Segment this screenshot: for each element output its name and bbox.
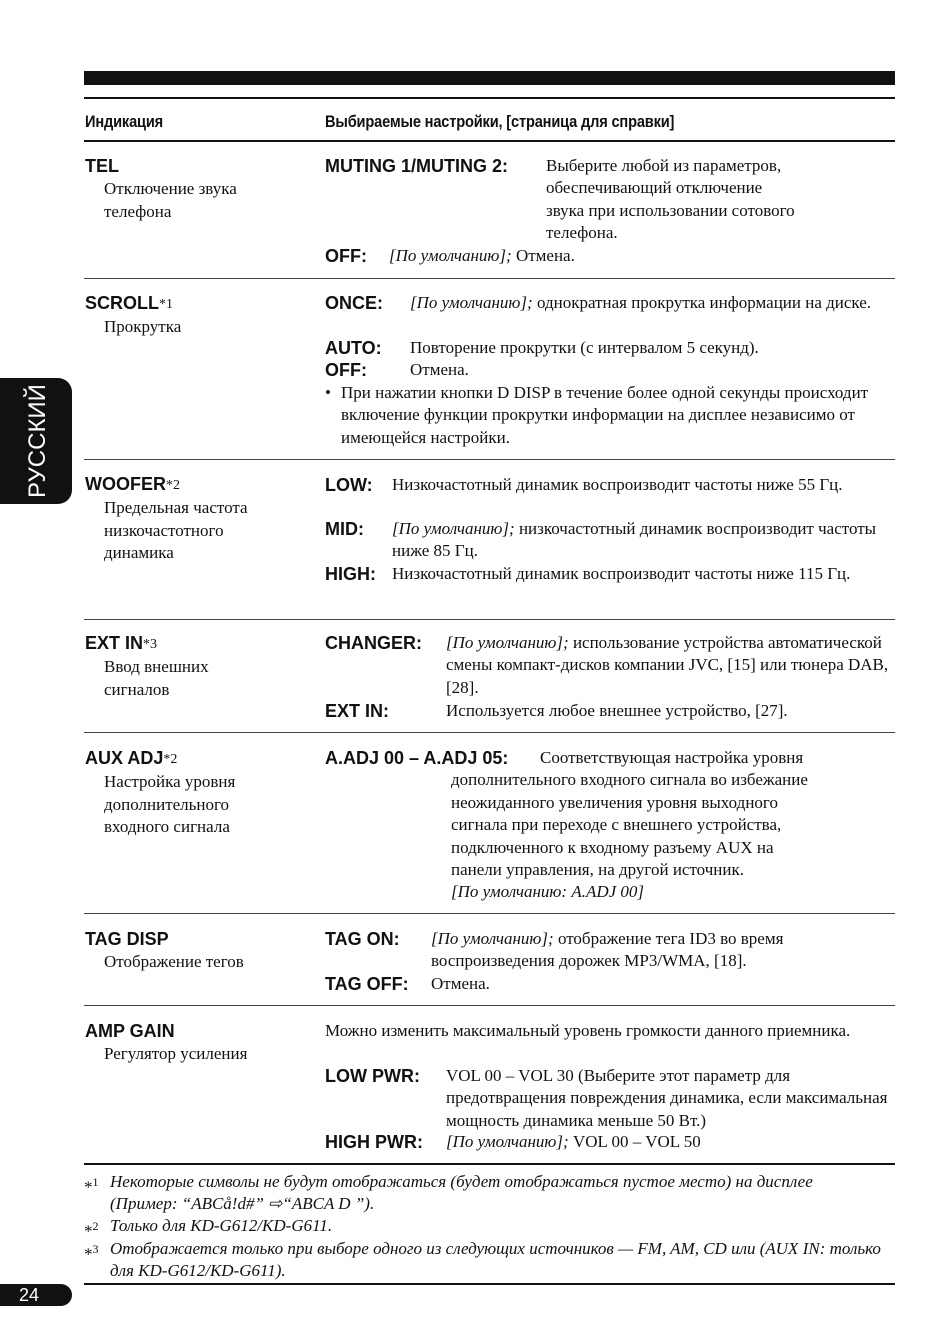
option-desc-line: дополнительного входного сигнала во избежание bbox=[451, 770, 808, 790]
option-desc-line: неожиданного увеличения уровня выходного bbox=[451, 792, 778, 812]
footnote-1 bbox=[84, 1171, 884, 1216]
setting-desc-line: низкочастотного bbox=[104, 520, 224, 540]
page-number-tab bbox=[0, 1284, 72, 1306]
row-divider bbox=[84, 619, 895, 620]
default-label: [По умолчанию]; bbox=[446, 633, 569, 652]
option-key: CHANGER: bbox=[325, 633, 422, 653]
row-woofer-label bbox=[85, 473, 315, 565]
row-divider bbox=[84, 913, 895, 914]
option-desc: отображение тега ID3 во время воспроизведения дорожек MP3/WMA, [18]. bbox=[431, 929, 784, 971]
bullet-icon: • bbox=[325, 383, 331, 402]
footnote-ref: *2 bbox=[163, 752, 178, 767]
option-desc-line: Выберите любой из параметров, bbox=[546, 156, 782, 175]
setting-desc-line: Настройка уровня bbox=[104, 772, 236, 792]
row-divider bbox=[84, 459, 895, 460]
ampgain-intro: Можно изменить максимальный уровень громкости данного приемника. bbox=[325, 1021, 851, 1040]
option-ext-in bbox=[325, 700, 890, 722]
scroll-note bbox=[325, 382, 885, 449]
footnote-3 bbox=[84, 1238, 884, 1283]
row-tel-label bbox=[85, 155, 315, 223]
setting-name: AMP GAIN bbox=[85, 1021, 175, 1041]
option-tag-on bbox=[325, 928, 890, 973]
option-desc: VOL 00 – VOL 50 bbox=[568, 1132, 701, 1151]
option-high-pwr bbox=[325, 1131, 890, 1153]
option-desc: однократная прокрутка информации на диске. bbox=[532, 293, 872, 312]
setting-desc-line: Регулятор усиления bbox=[104, 1044, 248, 1064]
row-ampgain-label bbox=[85, 1020, 315, 1066]
setting-name: SCROLL bbox=[85, 293, 159, 313]
option-desc-line: телефона. bbox=[546, 223, 618, 243]
option-desc: Отмена. bbox=[410, 360, 469, 379]
language-side-tab bbox=[0, 378, 72, 504]
footnote-ref: *2 bbox=[166, 478, 180, 493]
option-off bbox=[325, 245, 890, 267]
option-desc: Низкочастотный динамик воспроизводит частоты ниже 55 Гц. bbox=[392, 475, 843, 494]
note-text: При нажатии кнопки D DISP в течение более одной секунды происходит включение функции прокрутки информации на дисплее независимо от имеющейся настройки. bbox=[341, 383, 869, 447]
row-divider bbox=[84, 278, 895, 279]
row-scroll-label bbox=[85, 292, 315, 339]
top-black-bar bbox=[84, 71, 895, 85]
option-desc-line: звука при использовании сотового bbox=[546, 200, 795, 220]
setting-desc-line: входного сигнала bbox=[104, 817, 230, 837]
setting-name: WOOFER bbox=[85, 474, 166, 494]
option-key: EXT IN: bbox=[325, 701, 390, 721]
footnote-ref: *1 bbox=[159, 297, 173, 312]
option-off bbox=[325, 359, 890, 381]
footnote-mark: *$^3$ bbox=[84, 1242, 99, 1264]
option-key: A.ADJ 00 – A.ADJ 05: bbox=[325, 748, 509, 768]
row-auxadj-label bbox=[85, 747, 315, 839]
option-mid bbox=[325, 518, 890, 563]
default-label: [По умолчанию]; bbox=[446, 1132, 569, 1151]
footnote-text: Некоторые символы не будут отображаться (будет отображаться пустое место) на дисплее (Пример: “ABCå!d#” ⇨“ABCA D ”). bbox=[110, 1172, 813, 1214]
setting-desc-line: сигналов bbox=[104, 679, 170, 699]
option-desc-line: сигнала при переходе с внешнего устройства, bbox=[451, 815, 782, 835]
header-rule bbox=[84, 140, 895, 142]
footnote-ref: *3 bbox=[143, 637, 158, 652]
option-key: MID: bbox=[325, 519, 364, 539]
setting-desc-line: дополнительного bbox=[104, 794, 230, 814]
option-key: OFF: bbox=[325, 246, 367, 266]
setting-desc-line: Предельная частота bbox=[104, 498, 248, 518]
option-key: TAG OFF: bbox=[325, 974, 409, 994]
option-tag-off bbox=[325, 973, 890, 995]
option-desc-line: Соответствующая настройка уровня bbox=[540, 748, 804, 767]
option-desc: Используется любое внешнее устройство, [27]. bbox=[446, 701, 788, 720]
option-key: HIGH PWR: bbox=[325, 1132, 423, 1152]
footnote-text: Только для KD-G612/KD-G611. bbox=[110, 1216, 333, 1235]
option-once bbox=[325, 292, 890, 314]
setting-name: EXT IN bbox=[85, 633, 144, 653]
default-label: [По умолчанию]; bbox=[389, 246, 512, 265]
option-key: LOW: bbox=[325, 475, 373, 495]
setting-desc-line: Прокрутка bbox=[104, 317, 182, 337]
setting-desc-line: Отображение тегов bbox=[104, 952, 244, 972]
setting-desc-line: телефона bbox=[104, 201, 172, 221]
option-changer bbox=[325, 632, 890, 699]
setting-desc-line: динамика bbox=[104, 543, 174, 563]
option-key: MUTING 1/MUTING 2: bbox=[325, 156, 508, 176]
column-header-settings: Выбираемые настройки, [страница для справки] bbox=[325, 112, 675, 131]
option-key: OFF: bbox=[325, 360, 367, 380]
row-tagdisp-label bbox=[85, 928, 315, 974]
row-divider bbox=[84, 1005, 895, 1006]
default-label: [По умолчанию]; bbox=[392, 519, 515, 538]
table-bottom-rule bbox=[84, 1163, 895, 1165]
setting-desc-line: Отключение звука bbox=[104, 179, 237, 199]
option-low bbox=[325, 474, 890, 496]
footnote-text: Отображается только при выборе одного из следующих источников — FM, AM, CD или (AUX IN: только для KD-G612/KD-G611). bbox=[110, 1239, 881, 1281]
footnote-mark: *$^1$ bbox=[84, 1175, 99, 1197]
option-aadj bbox=[325, 747, 890, 904]
option-desc: Отмена. bbox=[511, 246, 575, 265]
default-label: [По умолчанию]; bbox=[410, 293, 533, 312]
option-desc-line: панели управления, на другой источник. bbox=[451, 860, 744, 880]
option-desc: Отмена. bbox=[431, 974, 490, 993]
option-high bbox=[325, 563, 890, 585]
setting-name: TAG DISP bbox=[85, 929, 169, 949]
option-desc: Низкочастотный динамик воспроизводит частоты ниже 115 Гц. bbox=[392, 564, 851, 583]
setting-name: AUX ADJ bbox=[85, 748, 164, 768]
row-extin-label bbox=[85, 632, 315, 701]
bottom-rule bbox=[84, 1283, 895, 1285]
option-key: ONCE: bbox=[325, 293, 383, 313]
option-muting bbox=[325, 155, 890, 245]
option-desc-line: обеспечивающий отключение bbox=[546, 178, 763, 198]
setting-desc-line: Ввод внешних bbox=[104, 657, 209, 677]
setting-name: TEL bbox=[85, 156, 119, 176]
language-label: РУССКИЙ bbox=[24, 384, 51, 498]
option-auto bbox=[325, 337, 890, 359]
option-key: HIGH: bbox=[325, 564, 376, 584]
row-divider bbox=[84, 732, 895, 733]
option-key: TAG ON: bbox=[325, 929, 400, 949]
option-desc: Повторение прокрутки (с интервалом 5 секунд). bbox=[410, 338, 759, 357]
option-low-pwr bbox=[325, 1065, 890, 1132]
column-header-indication: Индикация bbox=[85, 112, 164, 131]
option-key: AUTO: bbox=[325, 338, 382, 358]
default-label: [По умолчанию]; bbox=[431, 929, 554, 948]
default-label: [По умолчанию: A.ADJ 00] bbox=[451, 882, 645, 902]
option-desc: использование устройства автоматической смены компакт-дисков компании JVC, [15] или тюнера DAB, [28]. bbox=[446, 633, 889, 697]
page-number: 24 bbox=[18, 1285, 40, 1305]
option-desc: низкочастотный динамик воспроизводит частоты ниже 85 Гц. bbox=[392, 519, 877, 561]
option-desc: VOL 00 – VOL 30 (Выберите этот параметр для предотвращения повреждения динамика, если максимальная мощность динамика меньше 50 Вт.) bbox=[446, 1066, 888, 1130]
option-key: LOW PWR: bbox=[325, 1066, 420, 1086]
footnote-mark: *$^2$ bbox=[84, 1219, 99, 1241]
option-desc-line: подключенного к входному разъему AUX на bbox=[451, 837, 774, 857]
top-rule bbox=[84, 97, 895, 99]
footnote-2 bbox=[84, 1215, 884, 1241]
